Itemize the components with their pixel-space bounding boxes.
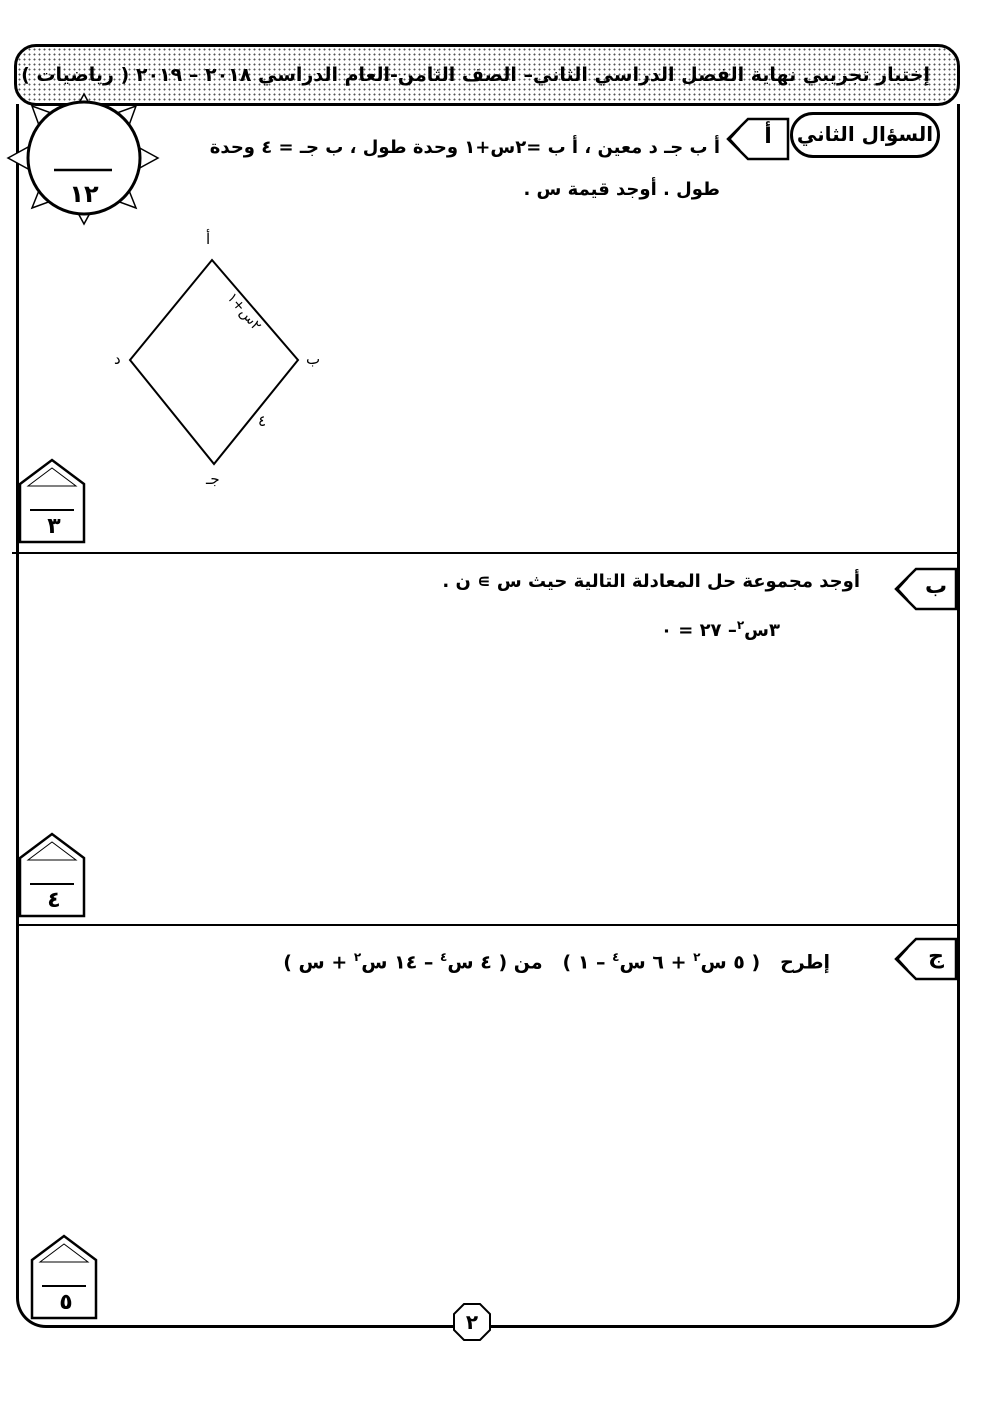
- side-ab-label: ٢س+١: [223, 290, 265, 334]
- expr2-term3: + س ): [283, 951, 348, 974]
- question-a-line2: طول . أوجد قيمة س .: [523, 179, 720, 200]
- score-c-value: ٥: [59, 1290, 73, 1315]
- question-a-line1: أ ب جـ د معين ، أ ب =٢س+١ وحدة طول ، ب جـ = ٤ وحدة: [209, 137, 720, 158]
- side-bc-label: ٤: [258, 412, 267, 430]
- question-c-text: [200, 950, 830, 990]
- vertex-c-label: جـ: [206, 470, 220, 488]
- score-b-value: ٤: [47, 888, 61, 913]
- expr1-term1: ( ٥ س: [700, 951, 761, 974]
- expr2-term2-exp: ٢: [353, 950, 362, 964]
- vertex-b-label: ب: [306, 350, 321, 368]
- expr1-term2: + ٦ س: [619, 951, 687, 974]
- expr1-term1-exp: ٢: [693, 950, 701, 964]
- section-title: السؤال الثاني: [790, 112, 940, 158]
- from-word: من: [513, 951, 543, 974]
- equation-left: ٣س: [744, 620, 780, 641]
- page-number: ٢: [465, 1310, 479, 1334]
- divider-a-b: [12, 552, 960, 554]
- question-b-label: ب: [924, 574, 948, 599]
- question-b-line1: أوجد مجموعة حل المعادلة التالية حيث س ∍ ن .: [442, 571, 860, 592]
- question-b-equation: [620, 618, 780, 658]
- divider-b-c: [16, 924, 960, 926]
- question-a-label: أ: [764, 124, 772, 149]
- total-score-value: ١٢: [69, 180, 99, 208]
- score-a-value: ٣: [47, 514, 61, 539]
- expr2-term2: – ١٤ س: [361, 951, 434, 974]
- rhombus-figure: [110, 230, 330, 490]
- vertex-a-label: أ: [206, 230, 211, 248]
- exam-title: إختبار تجريبي نهاية الفصل الدراسي الثاني– الصف الثامن-العام الدراسي ٢٠١٨ – ٢٠١٩ ( رياضيات ): [21, 64, 930, 86]
- expr2-term1: ( ٤ س: [447, 951, 508, 974]
- equation-right: – ٢٧ = ٠: [660, 620, 737, 641]
- expr2-term1-exp: ٤: [440, 950, 448, 964]
- vertex-d-label: د: [114, 350, 121, 368]
- expr1-term2-exp: ٤: [612, 950, 620, 964]
- question-c-label: ج: [928, 944, 944, 969]
- expr1-term3: – ١ ): [562, 951, 606, 974]
- subtract-verb: إطرح: [780, 951, 830, 974]
- equation-exponent: ٢: [736, 618, 745, 632]
